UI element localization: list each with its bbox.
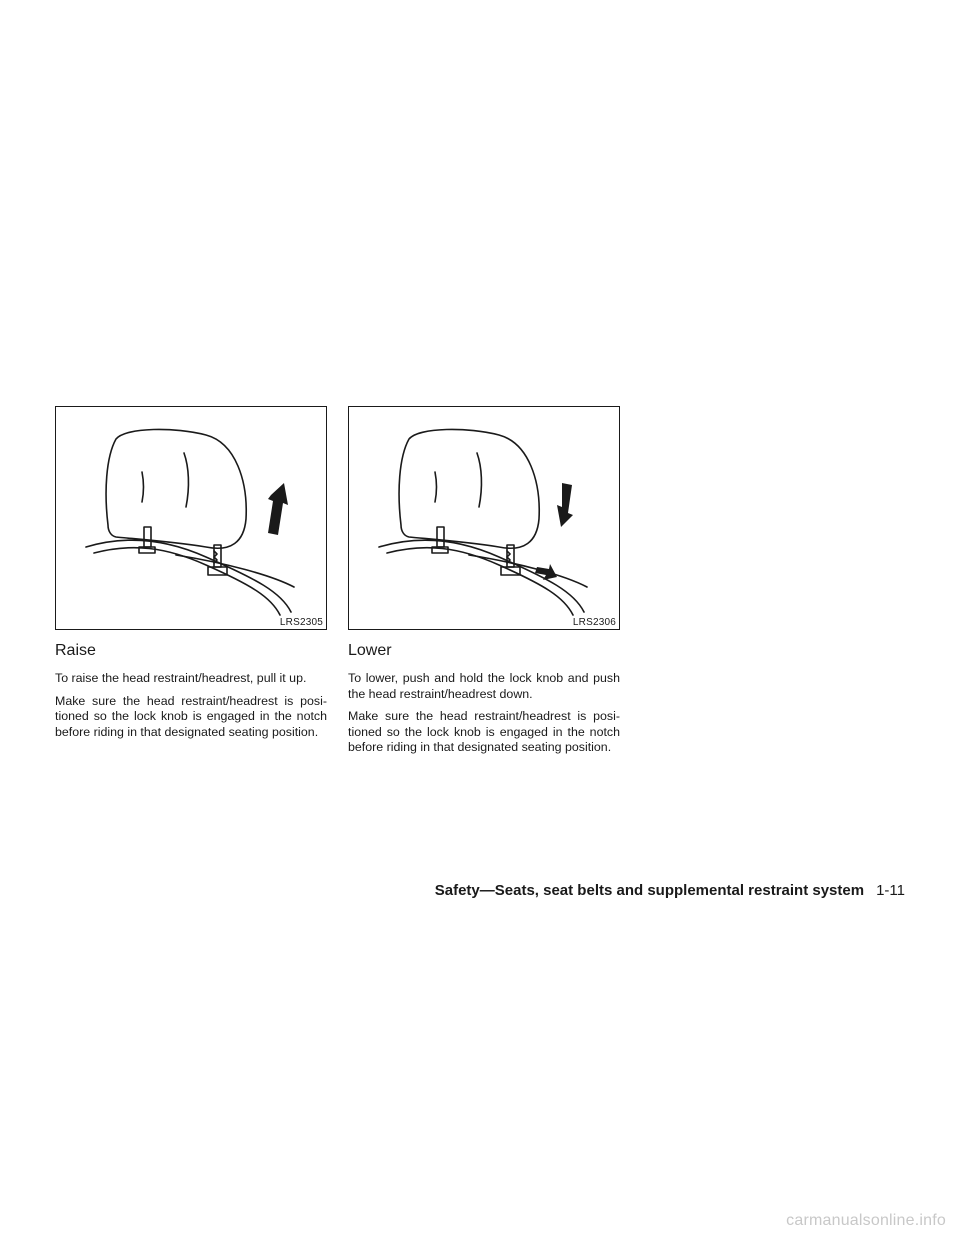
section-title-lower: Lower <box>348 642 392 659</box>
paragraph: To lower, push and hold the lock knob and push the head restraint/headrest down. <box>348 671 620 701</box>
paragraph: Make sure the head restraint/headrest is positioned so the lock knob is engaged in the notch before riding in that designated seating position. <box>55 693 327 739</box>
figure-code: LRS2306 <box>572 617 616 628</box>
page-footer <box>0 882 905 899</box>
down-arrow-icon <box>557 483 573 527</box>
section-title-raise: Raise <box>55 642 96 659</box>
lower-section <box>348 406 620 763</box>
headrest-raise-drawing <box>56 407 326 629</box>
lower-illustration <box>348 406 620 630</box>
raise-section <box>55 406 327 747</box>
paragraph: To raise the head restraint/headrest, pull it up. <box>55 671 307 685</box>
watermark: carmanualsonline.info <box>786 1212 946 1229</box>
push-arrow-icon <box>535 564 557 580</box>
raise-illustration <box>55 406 327 630</box>
chapter-title: Safety—Seats, seat belts and supplemental restraint system <box>434 882 865 899</box>
headrest-lower-drawing <box>349 407 619 629</box>
page-number: 1-11 <box>876 882 905 899</box>
paragraph: Make sure the head restraint/headrest is positioned so the lock knob is engaged in the notch before riding in that designated seating position. <box>348 709 620 754</box>
figure-code: LRS2305 <box>279 617 323 628</box>
up-arrow-icon <box>268 483 288 535</box>
